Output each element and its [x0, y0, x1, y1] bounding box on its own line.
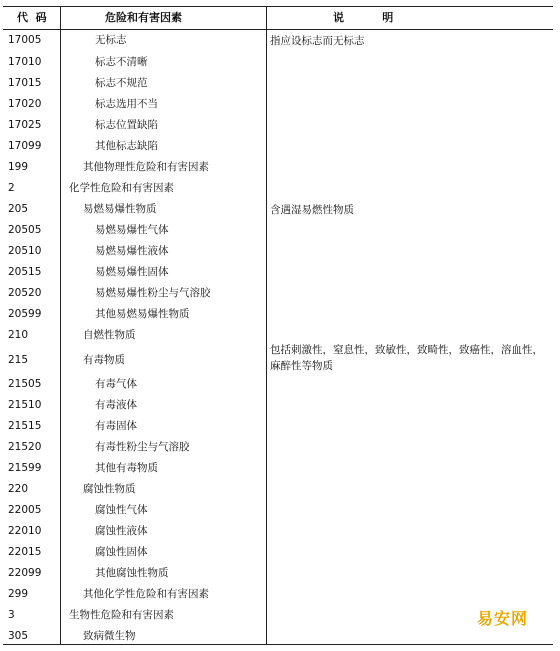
table-row [3, 136, 553, 157]
table-row [3, 374, 553, 395]
table-row [3, 500, 553, 521]
table-row [3, 30, 553, 52]
row-code: 21515 [8, 420, 42, 432]
header-code: 代 码 [17, 11, 47, 24]
row-hazard-name: 易燃易爆性气体 [95, 224, 169, 236]
row-hazard-name: 易燃易爆性物质 [83, 203, 157, 215]
row-hazard-name: 其他有毒物质 [95, 462, 158, 474]
site-watermark: 易安网 [477, 609, 529, 628]
row-hazard-name: 腐蚀性固体 [95, 546, 148, 558]
row-hazard-name: 标志位置缺陷 [95, 119, 158, 131]
table-row [3, 241, 553, 262]
row-code: 210 [8, 329, 29, 341]
table-row [3, 563, 553, 584]
table-row [3, 437, 553, 458]
row-code: 299 [8, 588, 29, 600]
row-code: 21505 [8, 378, 42, 390]
row-hazard-name: 腐蚀性液体 [95, 525, 148, 537]
row-hazard-name: 腐蚀性气体 [95, 504, 148, 516]
row-hazard-name: 有毒液体 [95, 399, 137, 411]
table-row [3, 220, 553, 241]
table-row [3, 605, 553, 626]
row-code: 22099 [8, 567, 42, 579]
row-code: 205 [8, 203, 29, 215]
row-code: 17099 [8, 140, 42, 152]
table-row [3, 416, 553, 437]
row-hazard-name: 有毒性粉尘与气溶胶 [95, 441, 190, 453]
row-code: 199 [8, 161, 29, 173]
table-row [3, 283, 553, 304]
table-row [3, 52, 553, 73]
row-hazard-name: 标志不清晰 [95, 56, 148, 68]
row-hazard-name: 标志不规范 [95, 77, 148, 89]
row-code: 17015 [8, 77, 42, 89]
table-header [3, 7, 553, 30]
row-hazard-name: 易燃易爆性液体 [95, 245, 169, 257]
row-hazard-name: 自燃性物质 [83, 329, 136, 341]
table-row [3, 479, 553, 500]
row-code: 17010 [8, 56, 42, 68]
row-description: 含遇湿易燃性物质 [270, 204, 354, 216]
row-code: 3 [8, 609, 15, 621]
row-hazard-name: 其他标志缺陷 [95, 140, 158, 152]
row-hazard-name: 标志选用不当 [95, 98, 158, 110]
row-description: 包括刺激性，窒息性，致敏性，致畸性，致癌性，溶血性，麻醉性等物质 [270, 344, 543, 372]
row-hazard-name: 致病微生物 [83, 630, 136, 642]
table-row [3, 304, 553, 325]
row-code: 215 [8, 354, 29, 366]
row-code: 20515 [8, 266, 42, 278]
row-hazard-name: 易燃易爆性粉尘与气溶胶 [95, 287, 211, 299]
row-hazard-name: 腐蚀性物质 [83, 483, 136, 495]
table-row [3, 262, 553, 283]
row-code: 20520 [8, 287, 42, 299]
header-description: 说 明 [333, 11, 394, 24]
row-description: 指应设标志而无标志 [270, 35, 365, 47]
row-code: 2 [8, 182, 15, 194]
row-hazard-name: 其他易燃易爆性物质 [95, 308, 190, 320]
table-row [3, 395, 553, 416]
table-row [3, 542, 553, 563]
row-code: 21520 [8, 441, 42, 453]
row-code: 22005 [8, 504, 42, 516]
header-name: 危险和有害因素 [105, 11, 182, 24]
row-hazard-name: 无标志 [95, 34, 127, 46]
row-code: 20599 [8, 308, 42, 320]
hazard-factor-table [3, 6, 553, 645]
row-code: 20510 [8, 245, 42, 257]
row-hazard-name: 其他化学性危险和有害因素 [83, 588, 209, 600]
row-code: 220 [8, 483, 29, 495]
row-code: 17005 [8, 34, 42, 46]
row-hazard-name: 生物性危险和有害因素 [69, 609, 174, 621]
row-code: 17025 [8, 119, 42, 131]
table-row [3, 157, 553, 178]
row-code: 20505 [8, 224, 42, 236]
row-hazard-name: 有毒物质 [83, 354, 125, 366]
row-code: 22015 [8, 546, 42, 558]
row-hazard-name: 有毒气体 [95, 378, 137, 390]
row-code: 22010 [8, 525, 42, 537]
row-hazard-name: 有毒固体 [95, 420, 137, 432]
row-hazard-name: 易燃易爆性固体 [95, 266, 169, 278]
table-row [3, 178, 553, 199]
row-code: 21599 [8, 462, 42, 474]
table-row [3, 73, 553, 94]
table-row [3, 94, 553, 115]
row-code: 305 [8, 630, 29, 642]
table-row [3, 521, 553, 542]
table-row [3, 115, 553, 136]
table-row [3, 584, 553, 605]
row-hazard-name: 其他物理性危险和有害因素 [83, 161, 209, 173]
row-code: 21510 [8, 399, 42, 411]
row-code: 17020 [8, 98, 42, 110]
table-row [3, 458, 553, 479]
table-row [3, 346, 553, 374]
row-hazard-name: 化学性危险和有害因素 [69, 182, 174, 194]
row-hazard-name: 其他腐蚀性物质 [95, 567, 169, 579]
table-row [3, 626, 553, 644]
table-row [3, 199, 553, 220]
